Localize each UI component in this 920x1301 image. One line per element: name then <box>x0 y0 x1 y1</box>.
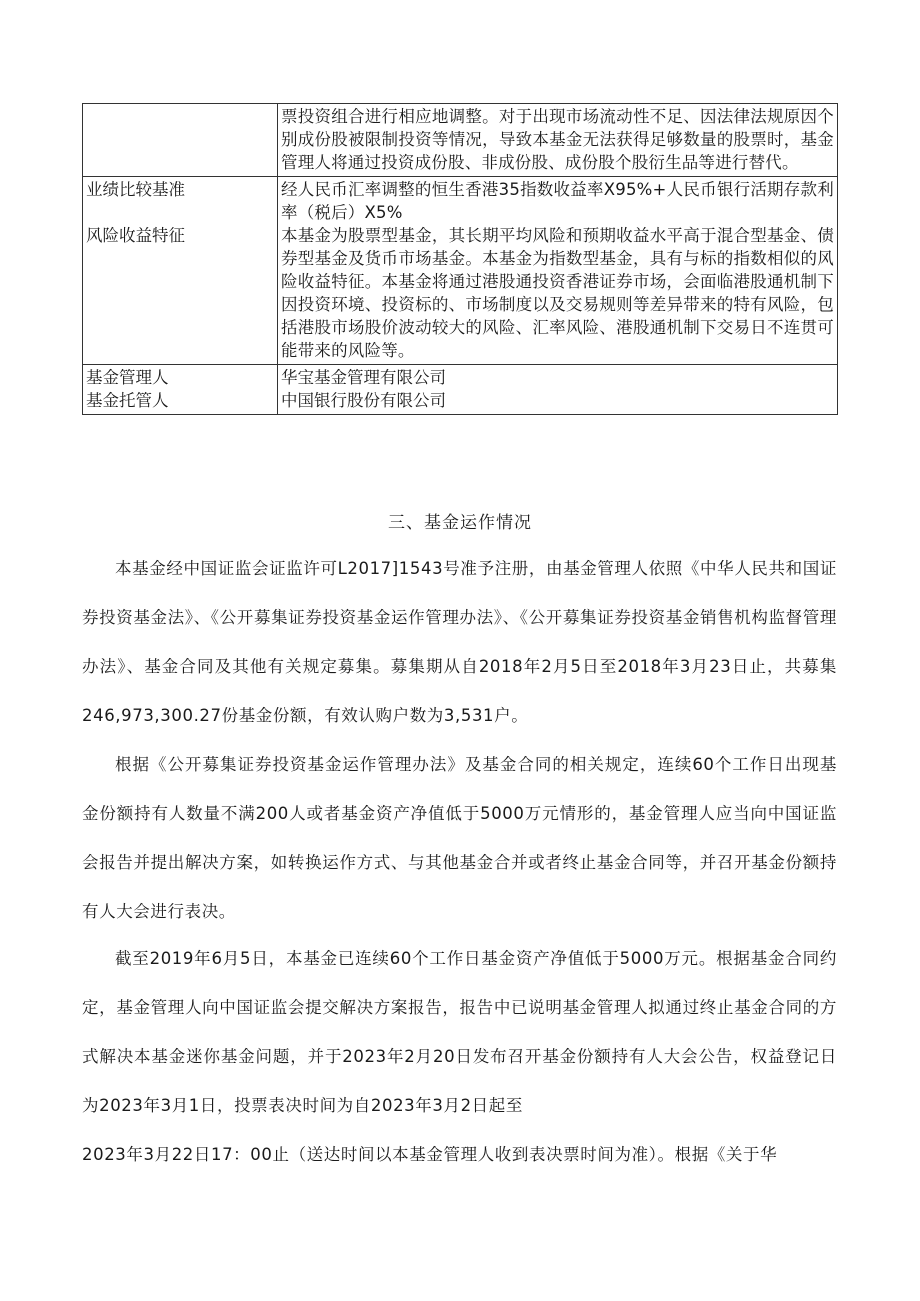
section-title: 三、基金运作情况 <box>388 513 532 533</box>
investment-strategy-continuation: 票投资组合进行相应地调整。对于出现市场流动性不足、因法律法规原因个别成份股被限制投资等情况，导致本基金无法获得足够数量的股票时，基金管理人将通过投资成份股、非成份股、成份股个股衍生品等进行替代。 <box>281 107 834 172</box>
table-cell-empty <box>83 104 278 177</box>
paragraph-regulation: 根据《公开募集证券投资基金运作管理办法》及基金合同的相关规定，连续60个工作日出现基金份额持有人数量不满200人或者基金资产净值低于5000万元情形的，基金管理人应当向中国证监会报告并提出解决方案，如转换运作方式、与其他基金合并或者终止基金合同等，并召开基金份额持有人大会进行表决。 <box>82 755 837 921</box>
table-row-continuation <box>83 104 838 177</box>
table-cell-party-values <box>278 365 838 415</box>
risk-label: 风险收益特征 <box>86 226 185 245</box>
paragraph-status: 截至2019年6月5日，本基金已连续60个工作日基金资产净值低于5000万元。根据基金合同约定，基金管理人向中国证监会提交解决方案报告，报告中已说明基金管理人拟通过终止基金合同的方式解决本基金迷你基金问题，并于2023年2月20日发布召开基金份额持有人大会公告，权益登记日为2023年3月1日，投票表决时间为自2023年3月2日起至 <box>82 949 837 1115</box>
table-cell-continuation <box>278 104 838 177</box>
paragraph-status-continued: 2023年3月22日17：00止（送达时间以本基金管理人收到表决票时间为准）。根据《关于华 <box>82 1145 778 1164</box>
risk-value: 本基金为股票型基金，其长期平均风险和预期收益水平高于混合型基金、债券型基金及货币市场基金。本基金为指数型基金，具有与标的指数相似的风险收益特征。本基金将通过港股通投资香港证券市场，会面临港股通机制下因投资环境、投资标的、市场制度以及交易规则等差异带来的特有风险，包括港股市场股价波动较大的风险、汇率风险、港股通机制下交易日不连贯可能带来的风险等。 <box>281 226 834 360</box>
table-cell-values <box>278 177 838 365</box>
paragraph-registration: 本基金经中国证监会证监许可L2017]1543号准予注册，由基金管理人依照《中华人民共和国证券投资基金法》、《公开募集证券投资基金运作管理办法》、《公开募集证券投资基金销售机构监督管理办法》、基金合同及其他有关规定募集。募集期从自2018年2月5日至2018年3月23日止，共募集246,973,300.27份基金份额，有效认购户数为3,531户。 <box>82 559 837 725</box>
benchmark-label: 业绩比较基准 <box>86 180 185 199</box>
table-row-manager-custodian <box>83 365 838 415</box>
manager-label: 基金管理人 <box>86 368 169 387</box>
benchmark-value: 经人民币汇率调整的恒生香港35指数收益率X95%+人民币银行活期存款利率（税后）X5% <box>281 180 834 222</box>
custodian-value: 中国银行股份有限公司 <box>281 391 446 410</box>
table-cell-party-labels <box>83 365 278 415</box>
manager-value: 华宝基金管理有限公司 <box>281 368 446 387</box>
fund-info-table <box>82 103 838 415</box>
table-cell-labels <box>83 177 278 365</box>
table-row-benchmark-risk <box>83 177 838 365</box>
custodian-label: 基金托管人 <box>86 391 169 410</box>
